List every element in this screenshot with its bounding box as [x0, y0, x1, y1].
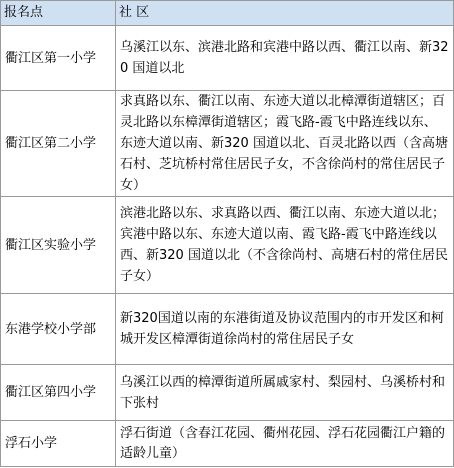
table-row [1, 421, 454, 467]
table-row [1, 294, 454, 365]
table-row [1, 91, 454, 197]
community-scope: 浮石街道（含春江花园、衢州花园、浮石花园衢江户籍的适龄儿童） [116, 421, 454, 467]
header-community: 社 区 [116, 1, 454, 26]
school-name: 浮石小学 [1, 421, 116, 467]
community-scope: 新320国道以南的东港街道及协议范围内的市开发区和柯城开发区樟潭街道徐尚村的常住居民子女 [116, 294, 454, 365]
community-scope: 滨港北路以东、求真路以西、衢江以南、东迹大道以北；宾港中路以东、东迹大道以南、霞飞路-霞飞中路连线以西、新320 国道以北（不含徐尚村、高塘石村的常住居民子女） [116, 197, 454, 294]
school-name: 衢江区第二小学 [1, 91, 116, 197]
community-scope: 乌溪江以西的樟潭街道所属戚家村、梨园村、乌溪桥村和下张村 [116, 365, 454, 421]
school-name: 衢江区第一小学 [1, 26, 116, 91]
school-name: 衢江区第四小学 [1, 365, 116, 421]
table-header-row [1, 1, 454, 26]
table-row [1, 197, 454, 294]
header-registration-point: 报名点 [1, 1, 116, 26]
school-name: 东港学校小学部 [1, 294, 116, 365]
table-row [1, 26, 454, 91]
community-scope: 乌溪江以东、滨港北路和宾港中路以西、衢江以南、新320 国道以北 [116, 26, 454, 91]
community-scope: 求真路以东、衢江以南、东迹大道以北樟潭街道辖区；百灵北路以东樟潭街道辖区；霞飞路-霞飞中路连线以东、东迹大道以南、新320 国道以北、百灵北路以西（含高塘石村、芝坑桥村常住居民子女，不含徐尚村的常住居民子女） [116, 91, 454, 197]
table-row [1, 365, 454, 421]
school-name: 衢江区实验小学 [1, 197, 116, 294]
